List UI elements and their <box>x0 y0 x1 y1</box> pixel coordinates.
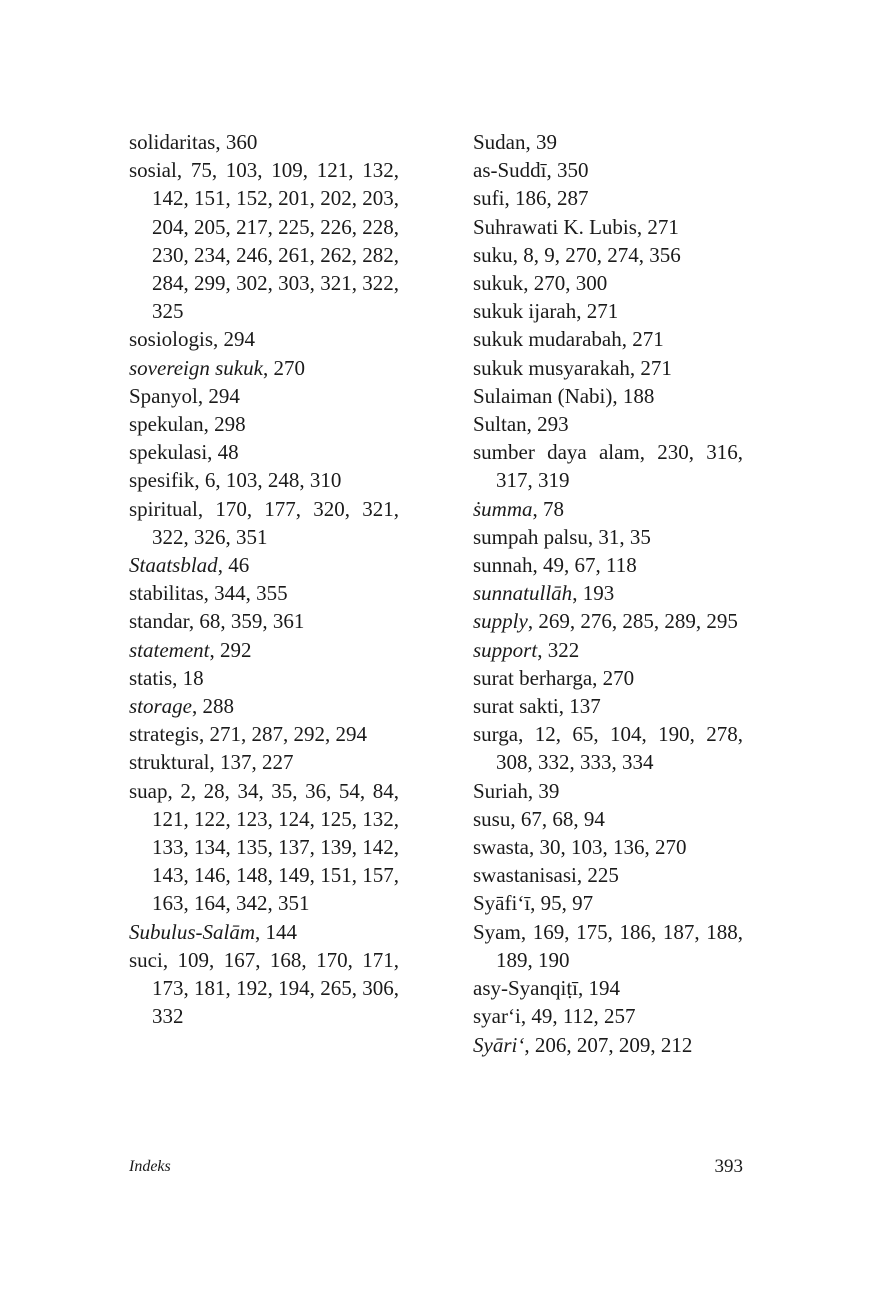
index-entry: Suhrawati K. Lubis, 271 <box>473 214 679 239</box>
index-pages: 46 <box>228 553 250 578</box>
index-pages: 48 <box>217 440 239 465</box>
index-pages: 293 <box>537 412 569 437</box>
index-term: statement <box>129 637 210 662</box>
index-term: sovereign sukuk <box>129 355 263 380</box>
index-entry: Syam, 169, 175, 186, 187, 188, 189, 190 <box>473 919 744 972</box>
index-pages: 271, 287, 292, 294 <box>209 722 367 747</box>
index-term: supply <box>473 609 528 634</box>
index-pages: 269, 276, 285, 289, 295 <box>538 609 738 634</box>
index-term: sumpah palsu <box>473 524 588 549</box>
index-entry: as-Suddī, 350 <box>473 158 589 183</box>
index-term: suci <box>129 947 163 972</box>
index-term: syar‘i <box>473 1004 521 1029</box>
index-term: ṡumma <box>473 496 533 521</box>
index-pages: 294 <box>208 383 240 408</box>
index-term: spesifik <box>129 468 195 493</box>
index-pages: 230, 316, 317, 319 <box>496 440 744 493</box>
index-pages: 225 <box>587 863 619 888</box>
index-pages: 186, 287 <box>515 186 589 211</box>
index-term: Sulaiman (Nabi) <box>473 383 613 408</box>
index-entry: spekulasi, 48 <box>129 440 239 465</box>
index-entry: swastanisasi, 225 <box>473 863 619 888</box>
index-pages: 95, 97 <box>540 891 594 916</box>
index-entry: spiritual, 170, 177, 320, 321, 322, 326, 351 <box>129 496 400 549</box>
index-pages: 270 <box>602 665 635 690</box>
index-term: Suriah <box>473 778 528 803</box>
index-pages: 6, 103, 248, 310 <box>204 468 342 493</box>
index-entry: Suriah, 39 <box>473 778 560 803</box>
index-pages: 75, 103, 109, 121, 132, 142, 151, 152, 201, 202, 203, 204, 205, 217, 225, 226, 228, 230, 234, 246, 261, 262, 282, 284, 299, 302, 303, 321, 322, 325 <box>152 158 400 324</box>
index-pages: 271 <box>632 327 664 352</box>
index-pages: 288 <box>202 694 234 719</box>
index-pages: 292 <box>219 637 252 662</box>
index-pages: 49, 112, 257 <box>531 1004 636 1029</box>
index-term: sukuk ijarah <box>473 299 577 324</box>
index-term: as-Suddī <box>473 158 547 183</box>
index-term: surat sakti <box>473 694 559 719</box>
index-pages: 270, 300 <box>533 271 608 296</box>
index-pages: 169, 175, 186, 187, 188, 189, 190 <box>496 919 744 972</box>
index-term: suku <box>473 242 513 267</box>
index-entry: spesifik, 6, 103, 248, 310 <box>129 468 342 493</box>
index-term: spiritual <box>129 496 198 521</box>
index-entry: spekulan, 298 <box>129 412 246 437</box>
index-entry: Syāfi‘ī, 95, 97 <box>473 891 594 916</box>
index-entry: susu, 67, 68, 94 <box>473 806 605 831</box>
index-entry: Staatsblad, 46 <box>129 553 250 578</box>
index-pages: 12, 65, 104, 190, 278, 308, 332, 333, 334 <box>496 722 744 775</box>
index-entry: strategis, 271, 287, 292, 294 <box>129 722 367 747</box>
index-term: strategis <box>129 722 199 747</box>
index-entry: sunnah, 49, 67, 118 <box>473 553 637 578</box>
index-entry: sufi, 186, 287 <box>473 186 589 211</box>
index-entry: storage, 288 <box>129 694 234 719</box>
index-entry: sosiologis, 294 <box>129 327 256 352</box>
index-entry: stabilitas, 344, 355 <box>129 581 288 606</box>
index-entry: support, 322 <box>473 637 580 662</box>
index-pages: 30, 103, 136, 270 <box>539 835 687 860</box>
index-column-left <box>129 128 399 1031</box>
index-term: Sudan <box>473 130 526 154</box>
index-pages: 67, 68, 94 <box>520 806 605 831</box>
index-pages: 271 <box>586 299 619 324</box>
index-term: suap <box>129 778 168 803</box>
index-term: swastanisasi <box>473 863 577 888</box>
index-entry: standar, 68, 359, 361 <box>129 609 305 634</box>
index-entry: asy-Syanqiṭī, 194 <box>473 976 620 1001</box>
index-pages: 193 <box>582 581 615 606</box>
index-pages: 271 <box>640 355 672 380</box>
index-pages: 31, 35 <box>598 524 651 549</box>
index-term: statis <box>129 665 173 690</box>
index-pages: 206, 207, 209, 212 <box>534 1032 693 1057</box>
index-term: sukuk musyarakah <box>473 355 630 380</box>
index-entry: statis, 18 <box>129 665 204 690</box>
index-term: sosiologis <box>129 327 214 352</box>
index-entry: solidaritas, 360 <box>129 130 258 154</box>
index-pages: 322 <box>547 637 580 662</box>
index-pages: 270 <box>273 355 305 380</box>
index-term: sumber daya alam <box>473 440 640 465</box>
index-term: Syāfi‘ī <box>473 891 531 916</box>
index-entry: sovereign sukuk, 270 <box>129 355 305 380</box>
index-pages: 188 <box>622 383 655 408</box>
index-term: Staatsblad <box>129 553 218 578</box>
index-pages: 39 <box>538 778 560 803</box>
index-pages: 2, 28, 34, 35, 36, 54, 84, 121, 122, 123, 124, 125, 132, 133, 134, 135, 137, 139, 142, 143, 146, 148, 149, 151, 157, 163, 164, 342, 351 <box>152 778 400 916</box>
index-term: standar <box>129 609 189 634</box>
index-term: Syam <box>473 919 521 944</box>
index-entry: surga, 12, 65, 104, 190, 278, 308, 332, 333, 334 <box>473 722 744 775</box>
index-entry: sukuk ijarah, 271 <box>473 299 619 324</box>
index-pages: 109, 167, 168, 170, 171, 173, 181, 192, 194, 265, 306, 332 <box>152 947 400 1029</box>
index-term: surga <box>473 722 519 747</box>
index-term: sukuk <box>473 271 524 296</box>
index-term: sunnatullāh <box>473 581 573 606</box>
index-pages: 78 <box>543 496 565 521</box>
index-pages: 360 <box>225 130 258 154</box>
index-term: susu <box>473 806 511 831</box>
index-entry: Sulaiman (Nabi), 188 <box>473 383 655 408</box>
index-term: Sultan <box>473 412 527 437</box>
index-pages: 194 <box>588 976 620 1001</box>
index-entry: sukuk musyarakah, 271 <box>473 355 672 380</box>
index-entry: sumpah palsu, 31, 35 <box>473 524 651 549</box>
index-column-right <box>473 128 743 1059</box>
index-entry: supply, 269, 276, 285, 289, 295 <box>473 609 738 634</box>
index-entry: sukuk, 270, 300 <box>473 271 608 296</box>
index-pages: 344, 355 <box>214 581 288 606</box>
index-entry: suku, 8, 9, 270, 274, 356 <box>473 242 681 267</box>
index-pages: 8, 9, 270, 274, 356 <box>523 242 681 267</box>
page-number: 393 <box>714 1156 743 1177</box>
index-entry: surat sakti, 137 <box>473 694 601 719</box>
index-pages: 350 <box>557 158 589 183</box>
index-entry: sukuk mudarabah, 271 <box>473 327 664 352</box>
index-pages: 294 <box>223 327 256 352</box>
index-entry: surat berharga, 270 <box>473 665 635 690</box>
index-entry: syar‘i, 49, 112, 257 <box>473 1004 636 1029</box>
index-term: surat berharga <box>473 665 593 690</box>
index-pages: 49, 67, 118 <box>543 553 637 578</box>
index-entry: ṡumma, 78 <box>473 496 565 521</box>
index-entry: Subulus-Salām, 144 <box>129 919 297 944</box>
index-entry: Sudan, 39 <box>473 130 557 154</box>
index-term: sunnah <box>473 553 533 578</box>
index-entry: statement, 292 <box>129 637 252 662</box>
index-entry: struktural, 137, 227 <box>129 750 294 775</box>
index-entry: Sultan, 293 <box>473 412 569 437</box>
index-entry: suap, 2, 28, 34, 35, 36, 54, 84, 121, 122, 123, 124, 125, 132, 133, 134, 135, 137, 139, 142, 143, 146, 148, 149, 151, 157, 163, 164, 342, 351 <box>129 778 400 916</box>
index-term: Suhrawati K. Lubis <box>473 214 637 239</box>
index-term: Subulus-Salām <box>129 919 255 944</box>
running-footer-section: Indeks <box>129 1158 171 1175</box>
index-term: struktural <box>129 750 210 775</box>
index-pages: 137 <box>569 694 601 719</box>
index-term: spekulasi <box>129 440 208 465</box>
index-pages: 39 <box>536 130 557 154</box>
index-pages: 298 <box>214 412 246 437</box>
index-term: sukuk mudarabah <box>473 327 622 352</box>
index-entry: sumber daya alam, 230, 316, 317, 319 <box>473 440 744 493</box>
index-term: asy-Syanqiṭī <box>473 976 578 1001</box>
index-entry: sosial, 75, 103, 109, 121, 132, 142, 151, 152, 201, 202, 203, 204, 205, 217, 225, 226, 228, 230, 234, 246, 261, 262, 282, 284, 299, 302, 303, 321, 322, 325 <box>129 158 400 324</box>
index-term: stabilitas <box>129 581 204 606</box>
index-pages: 68, 359, 361 <box>199 609 305 634</box>
index-pages: 170, 177, 320, 321, 322, 326, 351 <box>152 496 400 549</box>
index-term: sosial <box>129 158 177 183</box>
index-term: support <box>473 637 538 662</box>
index-entry: swasta, 30, 103, 136, 270 <box>473 835 687 860</box>
index-pages: 271 <box>647 214 679 239</box>
index-term: Syāri‘ <box>473 1032 525 1057</box>
index-entry: Syāri‘, 206, 207, 209, 212 <box>473 1032 693 1057</box>
index-pages: 144 <box>265 919 297 944</box>
index-pages: 18 <box>182 665 204 690</box>
index-entry: sunnatullāh, 193 <box>473 581 615 606</box>
index-term: swasta <box>473 835 529 860</box>
index-term: solidaritas <box>129 130 216 154</box>
index-term: sufi <box>473 186 505 211</box>
index-term: storage <box>129 694 192 719</box>
index-pages: 137, 227 <box>219 750 294 775</box>
index-entry: suci, 109, 167, 168, 170, 171, 173, 181, 192, 194, 265, 306, 332 <box>129 947 400 1029</box>
index-entry: Spanyol, 294 <box>129 383 240 408</box>
index-term: spekulan <box>129 412 204 437</box>
index-term: Spanyol <box>129 383 198 408</box>
